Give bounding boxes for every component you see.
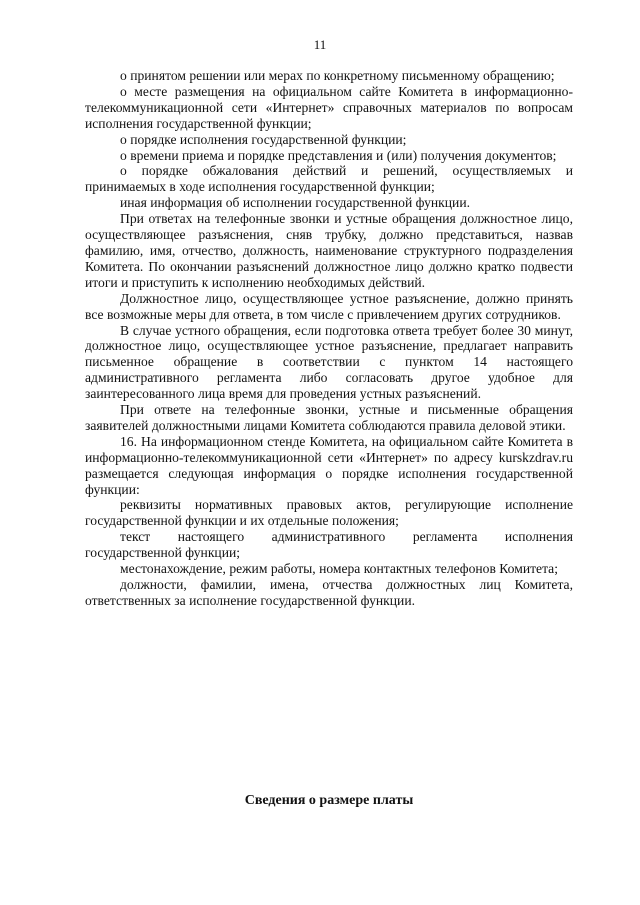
- paragraph: иная информация об исполнении государственной функции.: [120, 195, 470, 211]
- paragraph: о порядке обжалования действий и решений, осуществляемых и принимаемых в ходе исполнения государственной функции;: [85, 163, 573, 195]
- paragraph: При ответах на телефонные звонки и устные обращения должностное лицо, осуществляющее разъяснения, сняв трубку, должно представиться, назвав фамилию, имя, отчество, должность, наименование структурного подразделения Комитета. По окончании разъяснений должностное лицо должно кратко подвести итоги и приступить к исполнению необходимых действий.: [85, 211, 573, 290]
- paragraph: реквизиты нормативных правовых актов, регулирующие исполнение государственной функции и их отдельные положения;: [85, 497, 573, 529]
- section-heading: Сведения о размере платы: [244, 793, 414, 808]
- paragraph: о времени приема и порядке представления и (или) получения документов;: [120, 147, 557, 163]
- paragraph: Должностное лицо, осуществляющее устное разъяснение, должно принять все возможные меры для ответа, в том числе с привлечением других сотрудников.: [85, 290, 573, 322]
- paragraph: При ответе на телефонные звонки, устные и письменные обращения заявителей должностными лицами Комитета соблюдаются правила деловой этики.: [85, 402, 573, 433]
- paragraph: местонахождение, режим работы, номера контактных телефонов Комитета;: [120, 561, 558, 577]
- paragraph: 16. На информационном стенде Комитета, на официальном сайте Комитета в информационно-телекоммуникационной сети «Интернет» по адресу kurskzdrav.ru размещается следующая информация о порядке исполнения государственной функции:: [85, 433, 573, 497]
- paragraph: текст настоящего административного регламента исполнения государственной функции;: [85, 529, 573, 561]
- paragraph: о месте размещения на официальном сайте Комитета в информационно-телекоммуникационной сети «Интернет» справочных материалов по вопросам исполнения государственной функции;: [85, 83, 573, 131]
- paragraph: должности, фамилии, имена, отчества должностных лиц Комитета, ответственных за исполнение государственной функции.: [85, 577, 573, 608]
- body-text: [85, 68, 573, 609]
- page-number: 11: [313, 37, 327, 52]
- paragraph: о порядке исполнения государственной функции;: [120, 131, 407, 147]
- paragraph: В случае устного обращения, если подготовка ответа требует более 30 минут, должностное лицо, осуществляющее устное разъяснение, предлагает направить письменное обращение в соответствии с пунктом 14 настоящего административного регламента либо согласовать другое удобное для заинтересованного лица время для проведения устных разъяснений.: [85, 322, 573, 402]
- paragraph: о принятом решении или мерах по конкретному письменному обращению;: [120, 68, 555, 83]
